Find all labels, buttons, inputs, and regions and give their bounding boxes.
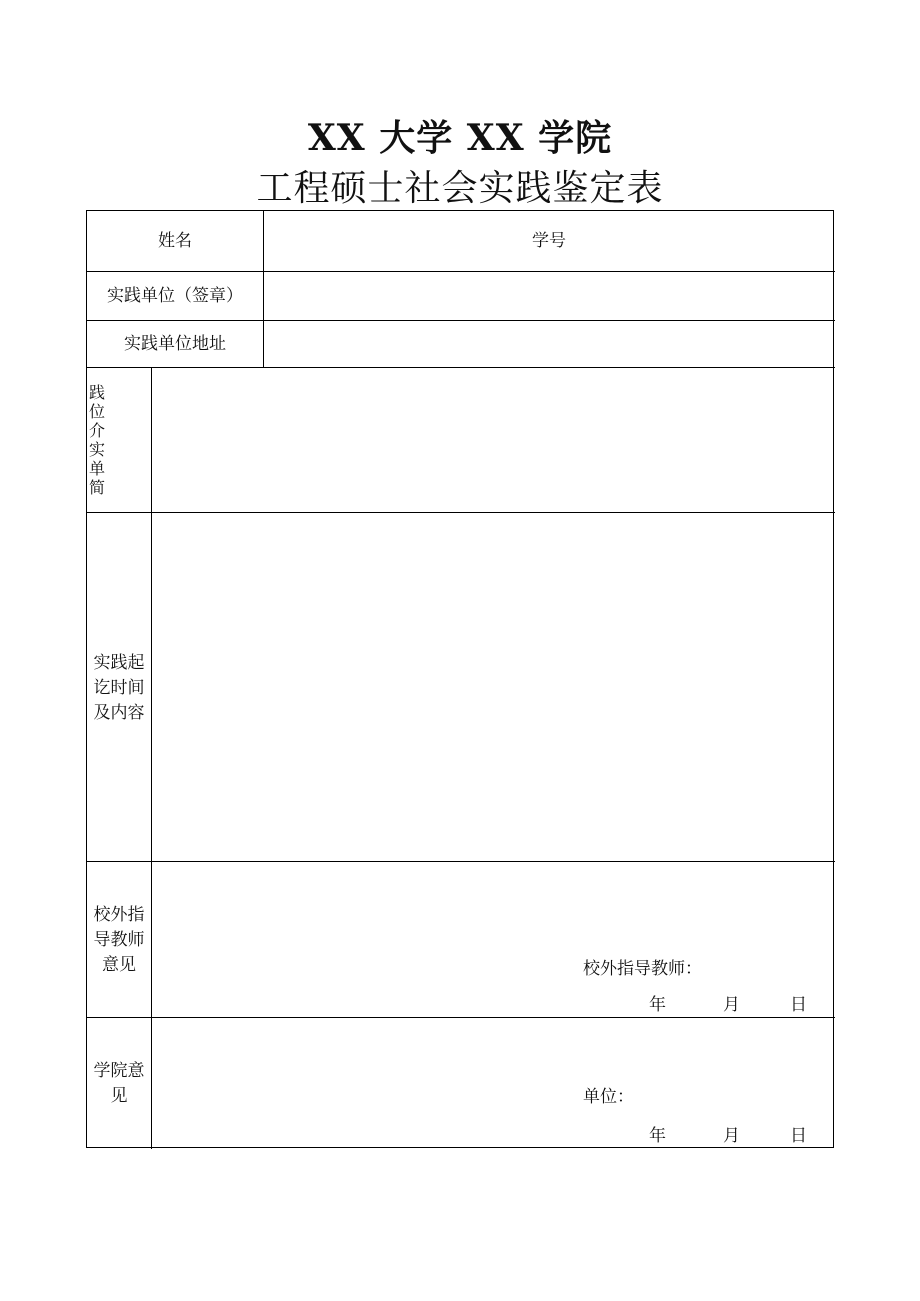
student-id-label: 学号 — [532, 231, 566, 251]
advisor-date-month: 月 — [723, 995, 740, 1015]
label-char: 实 — [89, 440, 106, 459]
form-title-institution: XX 大学 XX 学院 — [307, 117, 613, 159]
external-advisor-opinion-label — [87, 903, 151, 978]
practice-unit-seal-label: 实践单位（签章） — [107, 286, 243, 306]
advisor-date-year: 年 — [649, 995, 666, 1015]
label-char: 单 — [89, 459, 106, 478]
college-date-day: 日 — [790, 1126, 807, 1146]
advisor-signature-label: 校外指导教师： — [583, 959, 702, 979]
label-line: 见 — [110, 1086, 128, 1106]
name-label: 姓名 — [158, 231, 192, 251]
label-line: 及内容 — [93, 703, 145, 723]
practice-unit-address-label: 实践单位地址 — [124, 334, 226, 354]
college-signature-label: 单位： — [583, 1087, 634, 1107]
college-date-year: 年 — [649, 1126, 666, 1146]
label-line: 学院意 — [93, 1061, 145, 1081]
label-char: 介 — [89, 421, 106, 440]
college-date-month: 月 — [723, 1126, 740, 1146]
label-char: 践 — [89, 383, 106, 402]
label-line: 讫时间 — [93, 678, 145, 698]
practice-unit-seal-field[interactable] — [264, 272, 834, 319]
practice-unit-intro-label — [89, 383, 111, 497]
practice-unit-address-field[interactable] — [264, 321, 834, 366]
label-line: 校外指 — [93, 905, 145, 925]
label-char: 简 — [89, 478, 106, 497]
practice-unit-intro-field[interactable] — [152, 368, 834, 511]
college-opinion-label — [87, 1059, 151, 1109]
practice-period-content-label — [87, 651, 151, 726]
label-line: 意见 — [102, 955, 136, 975]
label-line: 实践起 — [93, 653, 145, 673]
label-line: 导教师 — [93, 930, 145, 950]
label-char: 位 — [89, 402, 106, 421]
advisor-date-day: 日 — [790, 995, 807, 1015]
evaluation-form-table — [86, 210, 834, 1148]
form-title: 工程硕士社会实践鉴定表 — [256, 168, 664, 209]
practice-period-content-field[interactable] — [152, 513, 834, 860]
